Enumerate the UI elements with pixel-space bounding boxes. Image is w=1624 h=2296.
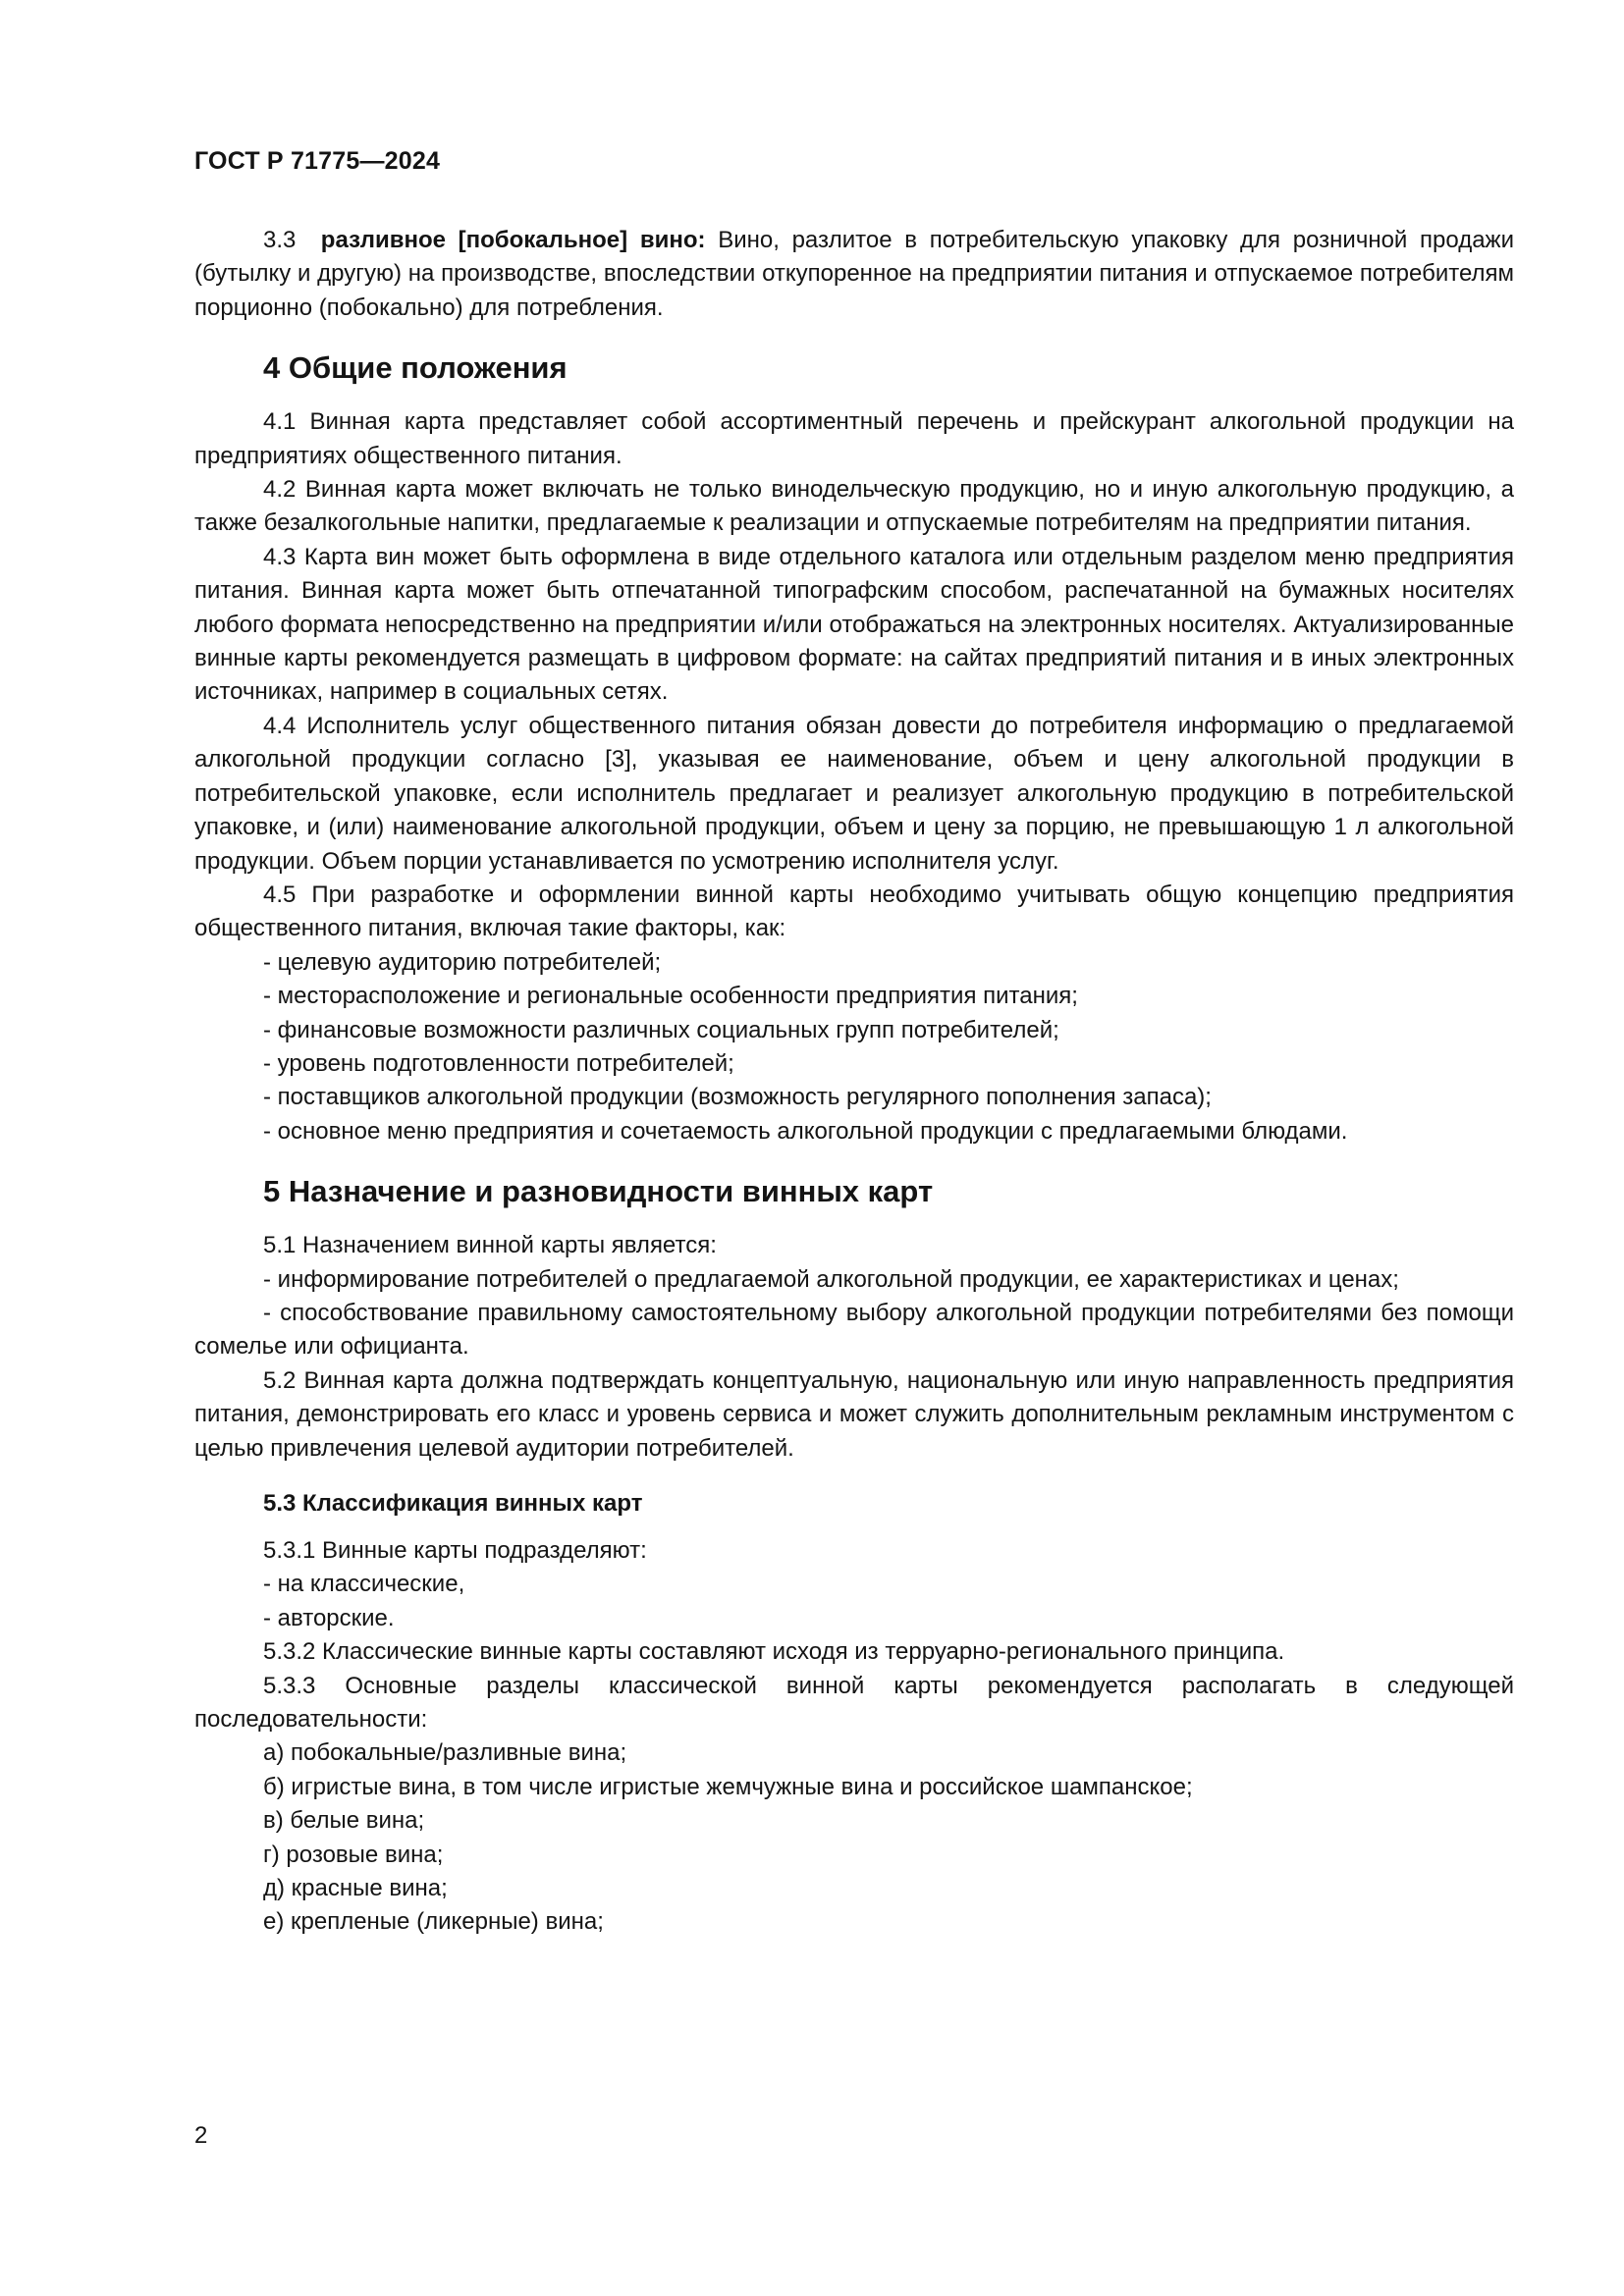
definition-number: 3.3 [263,227,297,253]
definition-3-3 [194,224,1514,325]
paragraph-4-2: 4.2 Винная карта может включать не только винодельческую продукцию, но и иную алкогольную продукцию, а также безалкогольные напитки, предлагаемые к реализации и отпускаемые потребителям на предприятии питания. [194,476,1514,537]
list-item: - месторасположение и региональные особенности предприятия питания; [263,983,1078,1010]
paragraph-5-3-2: 5.3.2 Классические винные карты составляют исходя из терруарно-регионального принципа. [263,1638,1285,1666]
list-item: - финансовые возможности различных социальных групп потребителей; [263,1016,1059,1043]
list-item: - на классические, [263,1571,465,1598]
list-item: - основное меню предприятия и сочетаемость алкогольной продукции с предлагаемыми блюдами. [263,1117,1348,1145]
list-item: б) игристые вина, в том числе игристые жемчужные вина и российское шампанское; [263,1773,1193,1800]
list-item: - способствование правильному самостоятельному выбору алкогольной продукции потребителями без помощи сомелье или официанта. [194,1299,1514,1361]
list-item: - информирование потребителей о предлагаемой алкогольной продукции, ее характеристиках и ценах; [263,1265,1399,1293]
paragraph-5-1: 5.1 Назначением винной карты является: [263,1232,717,1259]
list-item: - целевую аудиторию потребителей; [263,948,662,976]
paragraph-5-3-1: 5.3.1 Винные карты подразделяют: [263,1537,647,1564]
list-item: г) розовые вина; [263,1841,444,1868]
paragraph-5-2: 5.2 Винная карта должна подтверждать концептуальную, национальную или иную направленность предприятия питания, демонстрировать его класс и уровень сервиса и может служить дополнительным рекламным инструментом с целью привлечения целевой аудитории потребителей. [194,1366,1514,1462]
paragraph-4-4: 4.4 Исполнитель услуг общественного питания обязан довести до потребителя информацию о предлагаемой алкогольной продукции согласно [3], указывая ее наименование, объем и цену алкогольной продукции в потребительской упаковке, если исполнитель предлагает и реализует алкогольную продукцию в потребительской упаковке, и (или) наименование алкогольной продукции, объем и цену за порцию, не превышающую 1 л алкогольной продукции. Объем порции устанавливается по усмотрению исполнителя услуг. [194,712,1514,875]
paragraph-4-5: 4.5 При разработке и оформлении винной карты необходимо учитывать общую концепцию предприятия общественного питания, включая такие факторы, как: [194,881,1514,942]
section-5-title: 5 Назначение и разновидности винных карт [263,1174,934,1209]
list-item: д) красные вина; [263,1875,448,1902]
subsection-5-3-title: 5.3 Классификация винных карт [263,1490,643,1517]
definition-text: Вино, разлитое в потребительскую упаковку для розничной продажи (бутылку и другую) на производстве, впоследствии откупоренное на предприятии питания и отпускаемое потребителям порционно (побокально) для потребления. [194,227,1515,321]
page-number: 2 [194,2122,208,2149]
list-item: в) белые вина; [263,1807,425,1835]
list-item: - авторские. [263,1604,395,1631]
paragraph-4-3: 4.3 Карта вин может быть оформлена в виде отдельного каталога или отдельным разделом меню предприятия питания. Винная карта может быть отпечатанной типографским способом, распечатанной на бумажных носителях любого формата непосредственно на предприятии и/или отображаться на электронных носителях. Актуализированные винные карты рекомендуется размещать в цифровом формате: на сайтах предприятий питания и в иных электронных источниках, например в социальных сетях. [194,543,1514,706]
document-header: ГОСТ Р 71775—2024 [194,147,441,175]
paragraph-5-3-3: 5.3.3 Основные разделы классической винной карты рекомендуется располагать в следующей последовательности: [194,1672,1514,1734]
document-body [194,224,1514,1940]
list-item: е) крепленые (ликерные) вина; [263,1908,604,1936]
definition-term: разливное [побокальное] вино: [320,227,706,253]
list-item: - поставщиков алкогольной продукции (возможность регулярного пополнения запаса); [263,1084,1212,1111]
list-item: - уровень подготовленности потребителей; [263,1049,734,1077]
paragraph-4-1: 4.1 Винная карта представляет собой ассортиментный перечень и прейскурант алкогольной продукции на предприятиях общественного питания. [194,408,1514,469]
list-item: а) побокальные/разливные вина; [263,1739,627,1767]
section-4-title: 4 Общие положения [263,350,568,386]
